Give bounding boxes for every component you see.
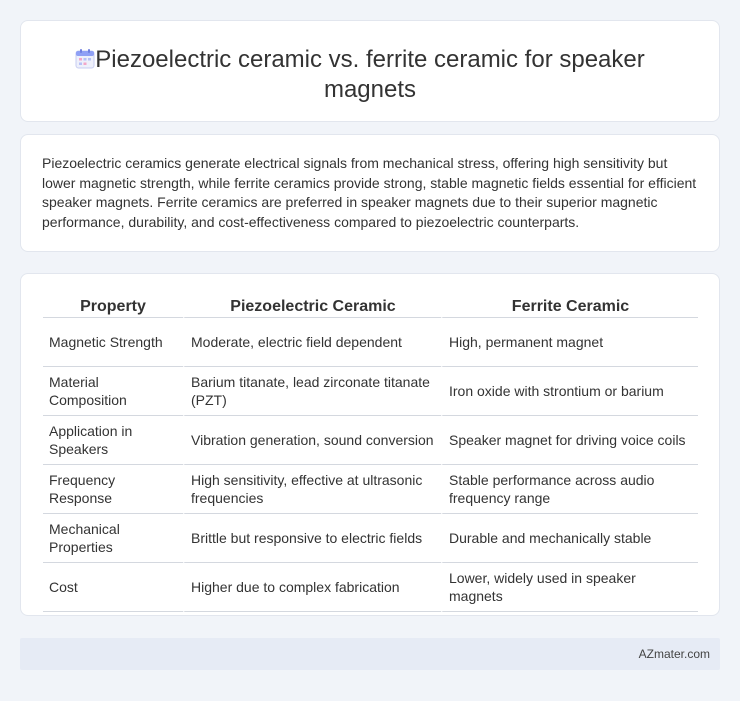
table-row (43, 318, 698, 367)
table-row (43, 563, 698, 612)
table-row (43, 514, 698, 563)
property-cell: Cost (43, 563, 183, 612)
comparison-table-card (20, 273, 720, 616)
ferrite-cell: Durable and mechanically stable (441, 514, 698, 563)
ferrite-cell: Iron oxide with strontium or barium (441, 367, 698, 416)
ferrite-cell: Stable performance across audio frequency range (441, 465, 698, 514)
piezoelectric-cell: High sensitivity, effective at ultrasonic frequencies (183, 465, 441, 514)
table-row (43, 416, 698, 465)
property-cell: Frequency Response (43, 465, 183, 514)
comparison-table (43, 296, 698, 612)
property-cell: Mechanical Properties (43, 514, 183, 563)
table-row (43, 465, 698, 514)
piezoelectric-cell: Barium titanate, lead zirconate titanate (PZT) (183, 367, 441, 416)
property-cell: Application in Speakers (43, 416, 183, 465)
table-row (43, 367, 698, 416)
title-card (20, 20, 720, 122)
summary-card (20, 134, 720, 252)
ferrite-cell: Lower, widely used in speaker magnets (441, 563, 698, 612)
ferrite-cell: High, permanent magnet (441, 318, 698, 367)
footer-brand: AZmater.com (638, 647, 710, 661)
piezoelectric-cell: Vibration generation, sound conversion (183, 416, 441, 465)
header-property: Property (43, 296, 183, 318)
piezoelectric-cell: Moderate, electric field dependent (183, 318, 441, 367)
footer-bar (20, 638, 720, 670)
table-header-row (43, 296, 698, 318)
piezoelectric-cell: Higher due to complex fabrication (183, 563, 441, 612)
header-piezoelectric: Piezoelectric Ceramic (183, 296, 441, 318)
property-cell: Material Composition (43, 367, 183, 416)
piezoelectric-cell: Brittle but responsive to electric fields (183, 514, 441, 563)
property-cell: Magnetic Strength (43, 318, 183, 367)
header-ferrite: Ferrite Ceramic (441, 296, 698, 318)
ferrite-cell: Speaker magnet for driving voice coils (441, 416, 698, 465)
page-title: Piezoelectric ceramic vs. ferrite ceramic for speaker magnets (95, 46, 645, 103)
summary-paragraph: Piezoelectric ceramics generate electrical signals from mechanical stress, offering high sensitivity but lower magnetic strength, while ferrite ceramics provide strong, stable magnetic fields essential for efficient speaker magnets. Ferrite ceramics are preferred in speaker magnets due to their superior magnetic performance, durability, and cost-effectiveness compared to piezoelectric counterparts. (42, 155, 697, 230)
